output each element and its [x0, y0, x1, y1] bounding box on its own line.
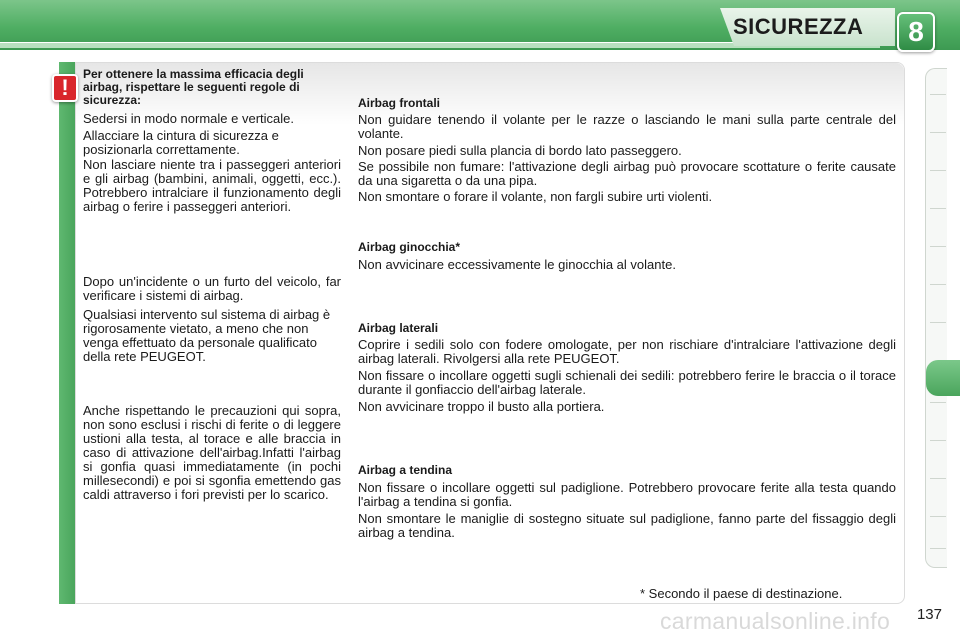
left-paragraph-4: Dopo un'incidente o un furto del veicolo, far verificare i sistemi di airbag. [83, 274, 341, 303]
chapter-tab-divider [930, 94, 946, 95]
footnote: * Secondo il paese di destinazione. [640, 586, 843, 601]
chapter-tab-divider [930, 516, 946, 517]
heading-airbag-tendina: Airbag a tendina [358, 463, 453, 477]
chapter-tab-divider [930, 208, 946, 209]
chapter-number-badge: 8 [897, 12, 935, 52]
frontali-paragraph-4: Non smontare o forare il volante, non fargli subire urti violenti. [358, 189, 713, 204]
laterali-paragraph-2: Non fissare o incollare oggetti sugli schienali dei sedili: potrebbero ferire le braccia o il torace durante il gonfiaccio dell'airbag laterale. [358, 368, 896, 397]
heading-airbag-ginocchia: Airbag ginocchia* [358, 240, 461, 254]
laterali-paragraph-3: Non avvicinare troppo il busto alla portiera. [358, 399, 605, 414]
heading-airbag-laterali: Airbag laterali [358, 321, 439, 335]
left-accent-bar [59, 62, 75, 604]
chapter-tab-divider [930, 132, 946, 133]
left-paragraph-1: Sedersi in modo normale e verticale. [83, 111, 294, 126]
left-paragraph-3: Non lasciare niente tra i passeggeri anteriori e gli airbag (bambini, animali, oggetti, ecc.). Potrebbero intralciare il funzionamento degli airbag o ferire i passeggeri anteriori. [83, 157, 341, 214]
watermark: carmanualsonline.info [660, 608, 891, 634]
left-paragraph-5: Qualsiasi intervento sul sistema di airbag è rigorosamente vietato, a meno che non venga effettuato da personale qualificato della rete PEUGEOT. [83, 307, 331, 364]
chapter-tab-divider [930, 478, 946, 479]
page-title: SICUREZZA [733, 14, 864, 39]
active-chapter-tab[interactable] [926, 360, 960, 396]
frontali-paragraph-2: Non posare piedi sulla plancia di bordo lato passeggero. [358, 143, 682, 158]
tendina-paragraph-1: Non fissare o incollare oggetti sul padiglione. Potrebbero provocare ferite alla testa quando l'airbag a tendina si gonfia. [358, 480, 896, 509]
laterali-paragraph-1: Coprire i sedili solo con fodere omologate, per non rischiare d'intralciare l'attivazione degli airbag laterali. Rivolgersi alla rete PEUGEOT. [358, 337, 896, 366]
frontali-paragraph-1: Non guidare tenendo il volante per le razze o lasciando le mani sulla parte centrale del volante. [358, 112, 896, 141]
chapter-tab-divider [930, 548, 946, 549]
left-paragraph-2: Allacciare la cintura di sicurezza e posizionarla correttamente. [83, 128, 279, 157]
chapter-tabs [925, 68, 947, 568]
chapter-tab-divider [930, 170, 946, 171]
chapter-tab-divider [930, 322, 946, 323]
tendina-paragraph-2: Non smontare le maniglie di sostegno situate sul padiglione, fanno parte del fissaggio degli airbag a tendina. [358, 511, 896, 540]
chapter-tab-divider [930, 440, 946, 441]
left-paragraph-6: Anche rispettando le precauzioni qui sopra, non sono esclusi i rischi di ferite o di leggere ustioni alla testa, al torace e alle braccia in caso di attivazione dell'airbag.Infatti l'airbag si gonfia quasi immediatamente (in pochi millesecondi) e poi si sgonfia emettendo gas caldi attraverso i fori previsti per lo scarico. [83, 403, 341, 502]
warning-icon: ! [52, 74, 78, 102]
page-number: 137 [916, 606, 942, 623]
chapter-tab-divider [930, 246, 946, 247]
chapter-tab-divider [930, 402, 946, 403]
frontali-paragraph-3: Se possibile non fumare: l'attivazione degli airbag può provocare scottature o ferite causate da una sigaretta o da una pipa. [358, 159, 896, 188]
chapter-tab-divider [930, 284, 946, 285]
heading-airbag-frontali: Airbag frontali [358, 96, 441, 110]
ginocchia-paragraph-1: Non avvicinare eccessivamente le ginocchia al volante. [358, 257, 676, 272]
left-column-heading: Per ottenere la massima efficacia degli airbag, rispettare le seguenti regole di sicurezza: [83, 67, 304, 107]
